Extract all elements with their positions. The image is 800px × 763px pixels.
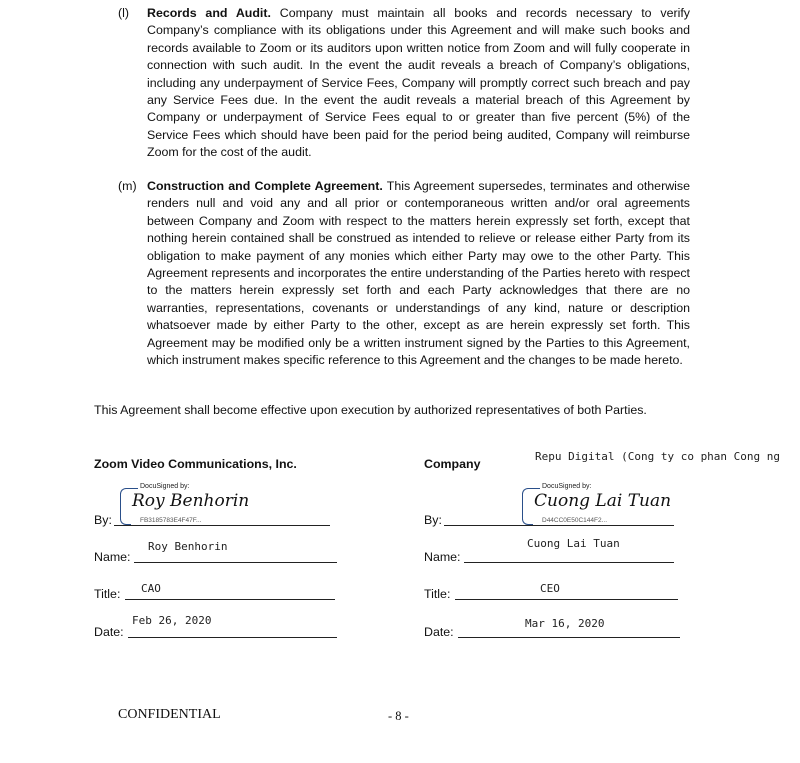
page-number: - 8 - xyxy=(388,709,409,723)
clause-heading: Construction and Complete Agreement. xyxy=(147,179,383,193)
company-envelope-id: D44CC0E50C144F2... xyxy=(542,517,608,524)
company-name-line[interactable] xyxy=(464,562,674,563)
zoom-name-line[interactable] xyxy=(134,562,337,563)
zoom-title-line[interactable] xyxy=(125,599,335,600)
company-name-value: Repu Digital (Cong ty co phan Cong ng xyxy=(535,450,781,463)
zoom-date-value: Feb 26, 2020 xyxy=(132,614,212,627)
docusigned-label: DocuSigned by: xyxy=(542,483,592,490)
clause-construction-complete-agreement xyxy=(118,178,690,369)
docusign-bracket-icon xyxy=(522,488,533,525)
company-date-line[interactable] xyxy=(458,637,680,638)
docusign-rule xyxy=(128,488,138,489)
zoom-name-label: Name: xyxy=(94,550,131,564)
company-signer-name-value: Cuong Lai Tuan xyxy=(527,537,620,550)
clause-heading: Records and Audit. xyxy=(147,6,271,20)
zoom-date-label: Date: xyxy=(94,625,124,639)
effective-statement: This Agreement shall become effective upon execution by authorized representatives of both Parties. xyxy=(94,403,647,417)
clause-text: This Agreement supersedes, terminates and otherwise renders null and void any and all prior or contemporaneous written and/or oral agreements between Company and Zoom with respect to the matters herein expressly set forth, except that nothing herein contained shall be construed as intended to relieve or release either Party from its obligation to make payment of any monies which either Party may owe to the other Party. This Agreement represents and incorporates the entire understanding of the Parties hereto with respect to the matters herein expressly set forth and each Party acknowledges that there are no warranties, representations, covenants or understandings of any kind, nature or description whatsoever made by either Party to the other, except as are herein expressly set forth. This Agreement may be modified only be a written instrument signed by the Parties to this Agreement, which instrument makes specific reference to this Agreement and the changes to be made hereto. xyxy=(147,179,690,368)
company-date-label: Date: xyxy=(424,625,454,639)
zoom-docusign-stamp xyxy=(120,483,320,528)
company-name-label: Name: xyxy=(424,550,461,564)
clause-number: (l) xyxy=(118,6,130,20)
company-title-line[interactable] xyxy=(455,599,678,600)
company-title-value: CEO xyxy=(540,582,560,595)
company-date-value: Mar 16, 2020 xyxy=(525,617,605,630)
zoom-name-value: Roy Benhorin xyxy=(148,540,228,553)
zoom-title-label: Title: xyxy=(94,587,121,601)
zoom-title-value: CAO xyxy=(141,582,161,595)
company-signature: Cuong Lai Tuan xyxy=(534,491,672,511)
zoom-envelope-id: FB3185783E4F47F... xyxy=(140,517,202,524)
zoom-party-name: Zoom Video Communications, Inc. xyxy=(94,457,297,471)
company-party-label: Company xyxy=(424,457,481,471)
docusigned-label: DocuSigned by: xyxy=(140,483,190,490)
company-by-label: By: xyxy=(424,513,442,527)
clause-number: (m) xyxy=(118,179,137,193)
zoom-by-label: By: xyxy=(94,513,112,527)
clause-body xyxy=(147,5,690,162)
company-docusign-stamp xyxy=(522,483,682,528)
zoom-date-line[interactable] xyxy=(128,637,337,638)
docusign-bracket-icon xyxy=(120,488,131,525)
clause-text: Company must maintain all books and records necessary to verify Company’s compliance with its obligations under this Agreement and will make such books and records available to Zoom or its auditors upon written notice from Zoom and will fully cooperate in connection with such audit. In the event the audit reveals a breach of Company’s obligations, including any underpayment of Service Fees, Company will promptly correct such breach and pay any Service Fees due. In the event the audit reveals a material breach of this Agreement by Company or underpayment of Service Fees equal to or greater than five percent (5%) of the Service Fees which should have been paid for the period being audited, Company will reimburse Zoom for the cost of the audit. xyxy=(147,6,691,160)
footer-confidential: CONFIDENTIAL xyxy=(118,707,221,722)
clause-body xyxy=(147,178,690,369)
docusign-rule xyxy=(530,488,540,489)
clause-records-and-audit xyxy=(118,5,690,162)
zoom-signature: Roy Benhorin xyxy=(132,491,250,511)
company-title-label: Title: xyxy=(424,587,451,601)
